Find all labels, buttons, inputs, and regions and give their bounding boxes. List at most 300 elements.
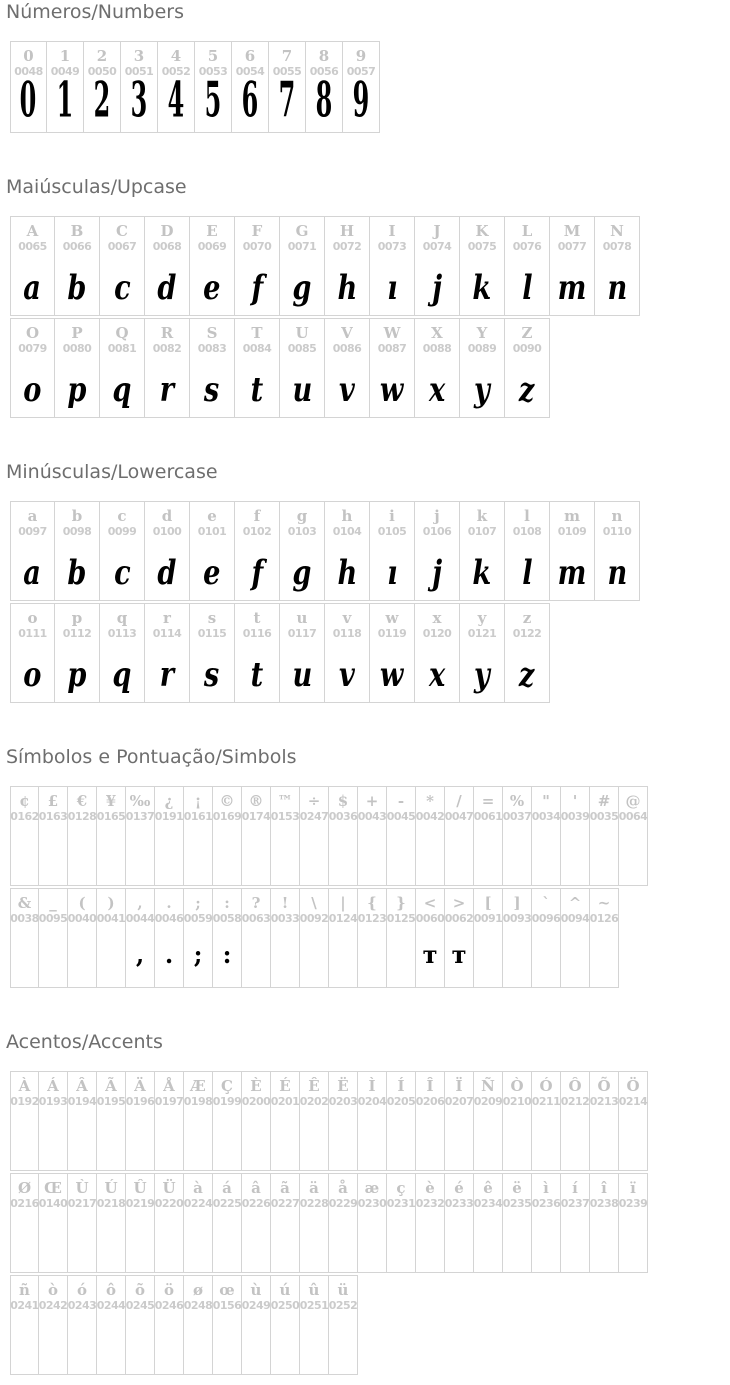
char-code: 0238 [589,1197,619,1210]
char-label: F [251,222,263,240]
char-glyph-area [39,823,67,885]
char-label: = [481,792,495,810]
char-cell [155,786,184,886]
char-label: ú [279,1281,291,1299]
char-code: 0106 [422,525,452,538]
char-label: o [27,609,38,627]
char-label: d [161,507,173,525]
char-glyph: d [157,268,177,308]
char-code: 0038 [10,912,39,925]
char-glyph-area [358,1108,386,1170]
char-cell [242,1071,271,1171]
char-cell [416,888,445,988]
char-cell [358,888,387,988]
char-code: 0251 [299,1299,329,1312]
char-glyph-area [145,640,189,702]
char-cell [590,786,619,886]
char-label: € [76,792,88,810]
char-glyph-area [84,78,120,132]
char-grid [10,41,730,133]
char-cell [416,1071,445,1171]
char-glyph-area [590,1108,618,1170]
char-glyph-area [100,640,144,702]
char-glyph: j [432,268,442,308]
char-code: 0245 [125,1299,155,1312]
char-code: 0113 [107,627,137,640]
char-glyph: 0 [20,78,37,129]
char-label: Ô [568,1077,582,1095]
char-code: 0225 [212,1197,242,1210]
char-glyph-area [184,1108,212,1170]
char-label: ¡ [194,792,202,810]
char-glyph: q [112,370,132,410]
char-glyph-area [325,253,369,315]
char-cell [460,603,505,703]
char-cell [55,501,100,601]
char-cell [242,1275,271,1375]
char-label: 6 [244,47,256,65]
char-label: ~ [597,894,611,912]
char-label: Ú [104,1179,118,1197]
char-glyph: z [519,655,535,695]
char-label: $ [337,792,349,810]
char-code: 0200 [241,1095,271,1108]
char-glyph-area [503,823,531,885]
char-glyph-area [97,1210,125,1272]
char-glyph: k [472,268,492,308]
grid-row [10,1173,730,1273]
char-label: \ [311,894,317,912]
char-code: 0039 [560,810,590,823]
char-code: 0197 [154,1095,184,1108]
char-code: 0078 [602,240,632,253]
char-glyph-area [343,78,379,132]
char-code: 0035 [589,810,619,823]
char-code: 0191 [154,810,184,823]
char-code: 0231 [386,1197,416,1210]
char-glyph: 7 [278,78,296,129]
char-code: 0102 [242,525,272,538]
char-cell [39,1173,68,1273]
char-cell [190,216,235,316]
char-label: Å [163,1077,175,1095]
char-glyph-area [55,640,99,702]
char-label: ç [396,1179,406,1197]
char-label: h [341,507,353,525]
char-cell [300,888,329,988]
char-code: 0218 [96,1197,126,1210]
char-cell [445,888,474,988]
char-cell [10,41,47,133]
char-label: Ü [162,1179,176,1197]
char-cell [10,603,55,703]
char-cell [416,1173,445,1273]
char-glyph: q [112,655,132,695]
char-glyph-area [325,355,369,417]
char-label: Õ [597,1077,611,1095]
char-cell [155,1275,184,1375]
char-glyph-area [280,355,324,417]
char-code: 0044 [125,912,155,925]
char-code: 0059 [183,912,213,925]
char-glyph: : [222,940,232,969]
char-glyph-area [195,78,231,132]
char-glyph-area [387,925,415,987]
char-label: k [476,507,488,525]
char-cell [68,1173,97,1273]
char-code: 0075 [467,240,497,253]
char-label: " [542,792,550,810]
char-glyph: c [113,268,131,308]
char-cell [280,318,325,418]
char-label: ø [192,1281,203,1299]
char-code: 0235 [502,1197,532,1210]
section-title: Acentos/Accents [6,1031,163,1053]
char-glyph: ᴛ [451,940,467,969]
char-code: 0098 [62,525,92,538]
char-glyph-area [329,925,357,987]
char-cell [460,318,505,418]
char-cell [190,501,235,601]
char-glyph-area [269,78,305,132]
char-label: 3 [133,47,145,65]
char-glyph-area [358,823,386,885]
char-glyph: f [251,268,263,308]
char-cell [213,786,242,886]
char-glyph-area [415,640,459,702]
char-glyph-area [271,1210,299,1272]
char-cell [190,603,235,703]
char-code: 0219 [125,1197,155,1210]
char-cell [460,501,505,601]
char-glyph-area [503,1210,531,1272]
char-cell [358,786,387,886]
char-glyph: r [159,370,175,410]
char-cell [10,786,39,886]
char-glyph: r [159,655,175,695]
char-code: 0061 [473,810,503,823]
char-code: 0054 [235,65,265,78]
char-label: . [166,894,172,912]
char-label: Ì [368,1077,376,1095]
char-cell [325,603,370,703]
char-code: 0081 [107,342,137,355]
char-code: 0074 [422,240,452,253]
char-cell [300,1071,329,1171]
char-cell [184,1275,213,1375]
char-label: ñ [19,1281,30,1299]
char-glyph-area [280,640,324,702]
char-glyph: 1 [56,78,74,129]
char-glyph-area [370,355,414,417]
char-code: 0169 [212,810,242,823]
char-label: Í [397,1077,405,1095]
char-cell [55,603,100,703]
char-code: 0066 [62,240,92,253]
char-glyph-area [39,1108,67,1170]
char-label: Î [426,1077,434,1095]
char-label: ¿ [164,792,174,810]
char-label: Á [47,1077,59,1095]
char-cell [235,216,280,316]
char-label: W [383,324,401,342]
char-label: ^ [568,894,582,912]
char-cell [280,603,325,703]
char-glyph-area [145,253,189,315]
char-cell [155,1071,184,1171]
char-label: x [432,609,442,627]
char-cell [561,1173,590,1273]
char-code: 0174 [241,810,271,823]
char-label: æ [364,1179,380,1197]
char-cell [329,786,358,886]
char-label: ( [78,894,86,912]
char-label: Ê [308,1077,320,1095]
char-cell [325,318,370,418]
char-cell [213,888,242,988]
char-code: 0050 [87,65,117,78]
char-label: È [250,1077,262,1095]
char-glyph: m [557,553,587,593]
char-cell [126,786,155,886]
char-cell [97,1275,126,1375]
char-glyph: d [157,553,177,593]
char-label: N [610,222,624,240]
char-code: 0096 [531,912,561,925]
char-label: å [338,1179,348,1197]
char-glyph-area [619,823,647,885]
char-glyph: , [135,940,145,969]
char-cell [68,1275,97,1375]
char-code: 0213 [589,1095,619,1108]
char-glyph-area [155,925,183,987]
section-title: Símbolos e Pontuação/Simbols [6,746,297,768]
char-label: I [388,222,396,240]
char-glyph-area [387,1210,415,1272]
char-label: p [71,609,83,627]
char-grid [10,216,730,418]
char-glyph-area [11,538,54,600]
char-label: n [611,507,623,525]
char-glyph-area [445,823,473,885]
char-cell [269,41,306,133]
char-code: 0193 [38,1095,68,1108]
char-label: £ [47,792,59,810]
char-cell [329,888,358,988]
char-label: Ç [221,1077,233,1095]
char-glyph-area [358,1210,386,1272]
char-glyph-area [474,1210,502,1272]
char-label: 9 [355,47,367,65]
char-code: 0199 [212,1095,242,1108]
char-label: õ [134,1281,145,1299]
char-code: 0062 [444,912,474,925]
char-label: e [207,507,217,525]
section-simbols [0,747,730,988]
char-label: M [563,222,581,240]
char-glyph-area [126,823,154,885]
char-glyph-area [97,823,125,885]
char-cell [590,888,619,988]
char-glyph-area [184,1210,212,1272]
char-glyph-area [460,253,504,315]
char-grid [10,786,730,988]
char-glyph-area [280,253,324,315]
char-label: < [423,894,437,912]
char-cell [561,786,590,886]
char-code: 0099 [107,525,137,538]
char-cell [474,1071,503,1171]
char-code: 0161 [183,810,213,823]
char-label: ¥ [105,792,117,810]
char-code: 0089 [467,342,497,355]
char-code: 0250 [270,1299,300,1312]
char-label: ® [248,792,264,810]
char-label: Û [133,1179,147,1197]
char-glyph: o [23,370,42,410]
char-glyph: p [67,370,87,410]
char-glyph-area [325,538,369,600]
char-cell [184,1071,213,1171]
char-glyph-area [445,1108,473,1170]
char-cell [145,318,190,418]
char-glyph: h [337,268,357,308]
char-code: 0110 [602,525,632,538]
char-glyph: a [23,553,42,593]
char-cell [619,786,648,886]
char-code: 0080 [62,342,92,355]
char-glyph-area [445,1210,473,1272]
char-glyph-area [550,538,594,600]
char-glyph: n [607,553,627,593]
char-code: 0092 [299,912,329,925]
char-glyph-area [213,1210,241,1272]
char-glyph-area [11,355,54,417]
char-label: b [71,507,83,525]
char-label: + [365,792,379,810]
char-label: Ñ [481,1077,495,1095]
char-label: Ä [134,1077,146,1095]
char-glyph-area [11,1108,38,1170]
char-cell [387,888,416,988]
char-glyph-area [213,1312,241,1374]
char-code: 0201 [270,1095,300,1108]
char-cell [358,1071,387,1171]
char-glyph: c [113,553,131,593]
char-glyph-area [505,640,549,702]
char-code: 0232 [415,1197,445,1210]
char-label: ï [630,1179,636,1197]
char-code: 0052 [161,65,191,78]
char-glyph-area [68,823,96,885]
char-cell [184,888,213,988]
char-code: 0163 [38,810,68,823]
char-glyph-area [242,823,270,885]
char-glyph: s [204,370,220,410]
char-code: 0192 [10,1095,39,1108]
char-glyph-area [532,925,560,987]
char-code: 0111 [18,627,47,640]
char-label: w [385,609,399,627]
char-code: 0077 [557,240,587,253]
char-glyph-area [300,925,328,987]
char-glyph-area [370,253,414,315]
char-glyph-area [121,78,157,132]
char-label: A [26,222,39,240]
char-glyph-area [190,538,234,600]
char-label: / [456,792,462,810]
char-code: 0247 [299,810,329,823]
char-glyph-area [235,640,279,702]
char-code: 0048 [14,65,43,78]
char-label: 0 [23,47,34,65]
char-code: 0224 [183,1197,213,1210]
char-code: 0206 [415,1095,445,1108]
char-label: ' [572,792,578,810]
char-label: t [253,609,261,627]
char-label: L [521,222,533,240]
char-label: r [163,609,171,627]
char-label: : [224,894,230,912]
char-glyph: y [474,655,490,695]
char-code: 0087 [377,342,407,355]
char-cell [619,1071,648,1171]
char-code: 0202 [299,1095,329,1108]
char-glyph-area [271,823,299,885]
char-glyph-area [155,1108,183,1170]
char-cell [39,1275,68,1375]
char-cell [10,1071,39,1171]
char-code: 0211 [531,1095,561,1108]
char-code: 0041 [96,912,126,925]
char-label: T [251,324,263,342]
char-cell [329,1173,358,1273]
char-cell [280,501,325,601]
char-label: f [253,507,261,525]
grid-row [10,786,730,886]
char-cell [532,1173,561,1273]
char-code: 0107 [467,525,497,538]
char-code: 0162 [10,810,39,823]
char-label: â [251,1179,261,1197]
char-cell [271,1173,300,1273]
char-code: 0065 [18,240,47,253]
char-glyph-area [97,1108,125,1170]
char-code: 0117 [287,627,317,640]
char-code: 0068 [152,240,182,253]
char-cell [619,1173,648,1273]
char-cell [213,1275,242,1375]
char-code: 0204 [357,1095,387,1108]
char-label: à [193,1179,203,1197]
char-cell [343,41,380,133]
char-cell [415,216,460,316]
grid-row [10,1275,730,1375]
char-label: 2 [96,47,108,65]
char-cell [242,1173,271,1273]
char-cell [325,501,370,601]
char-glyph-area [11,1210,38,1272]
char-cell [235,318,280,418]
char-code: 0124 [328,912,358,925]
char-glyph-area [415,253,459,315]
char-glyph-area [68,1312,96,1374]
char-glyph-area [184,925,212,987]
char-cell [415,501,460,601]
char-code: 0220 [154,1197,184,1210]
char-glyph: 4 [167,78,185,129]
char-code: 0120 [422,627,452,640]
